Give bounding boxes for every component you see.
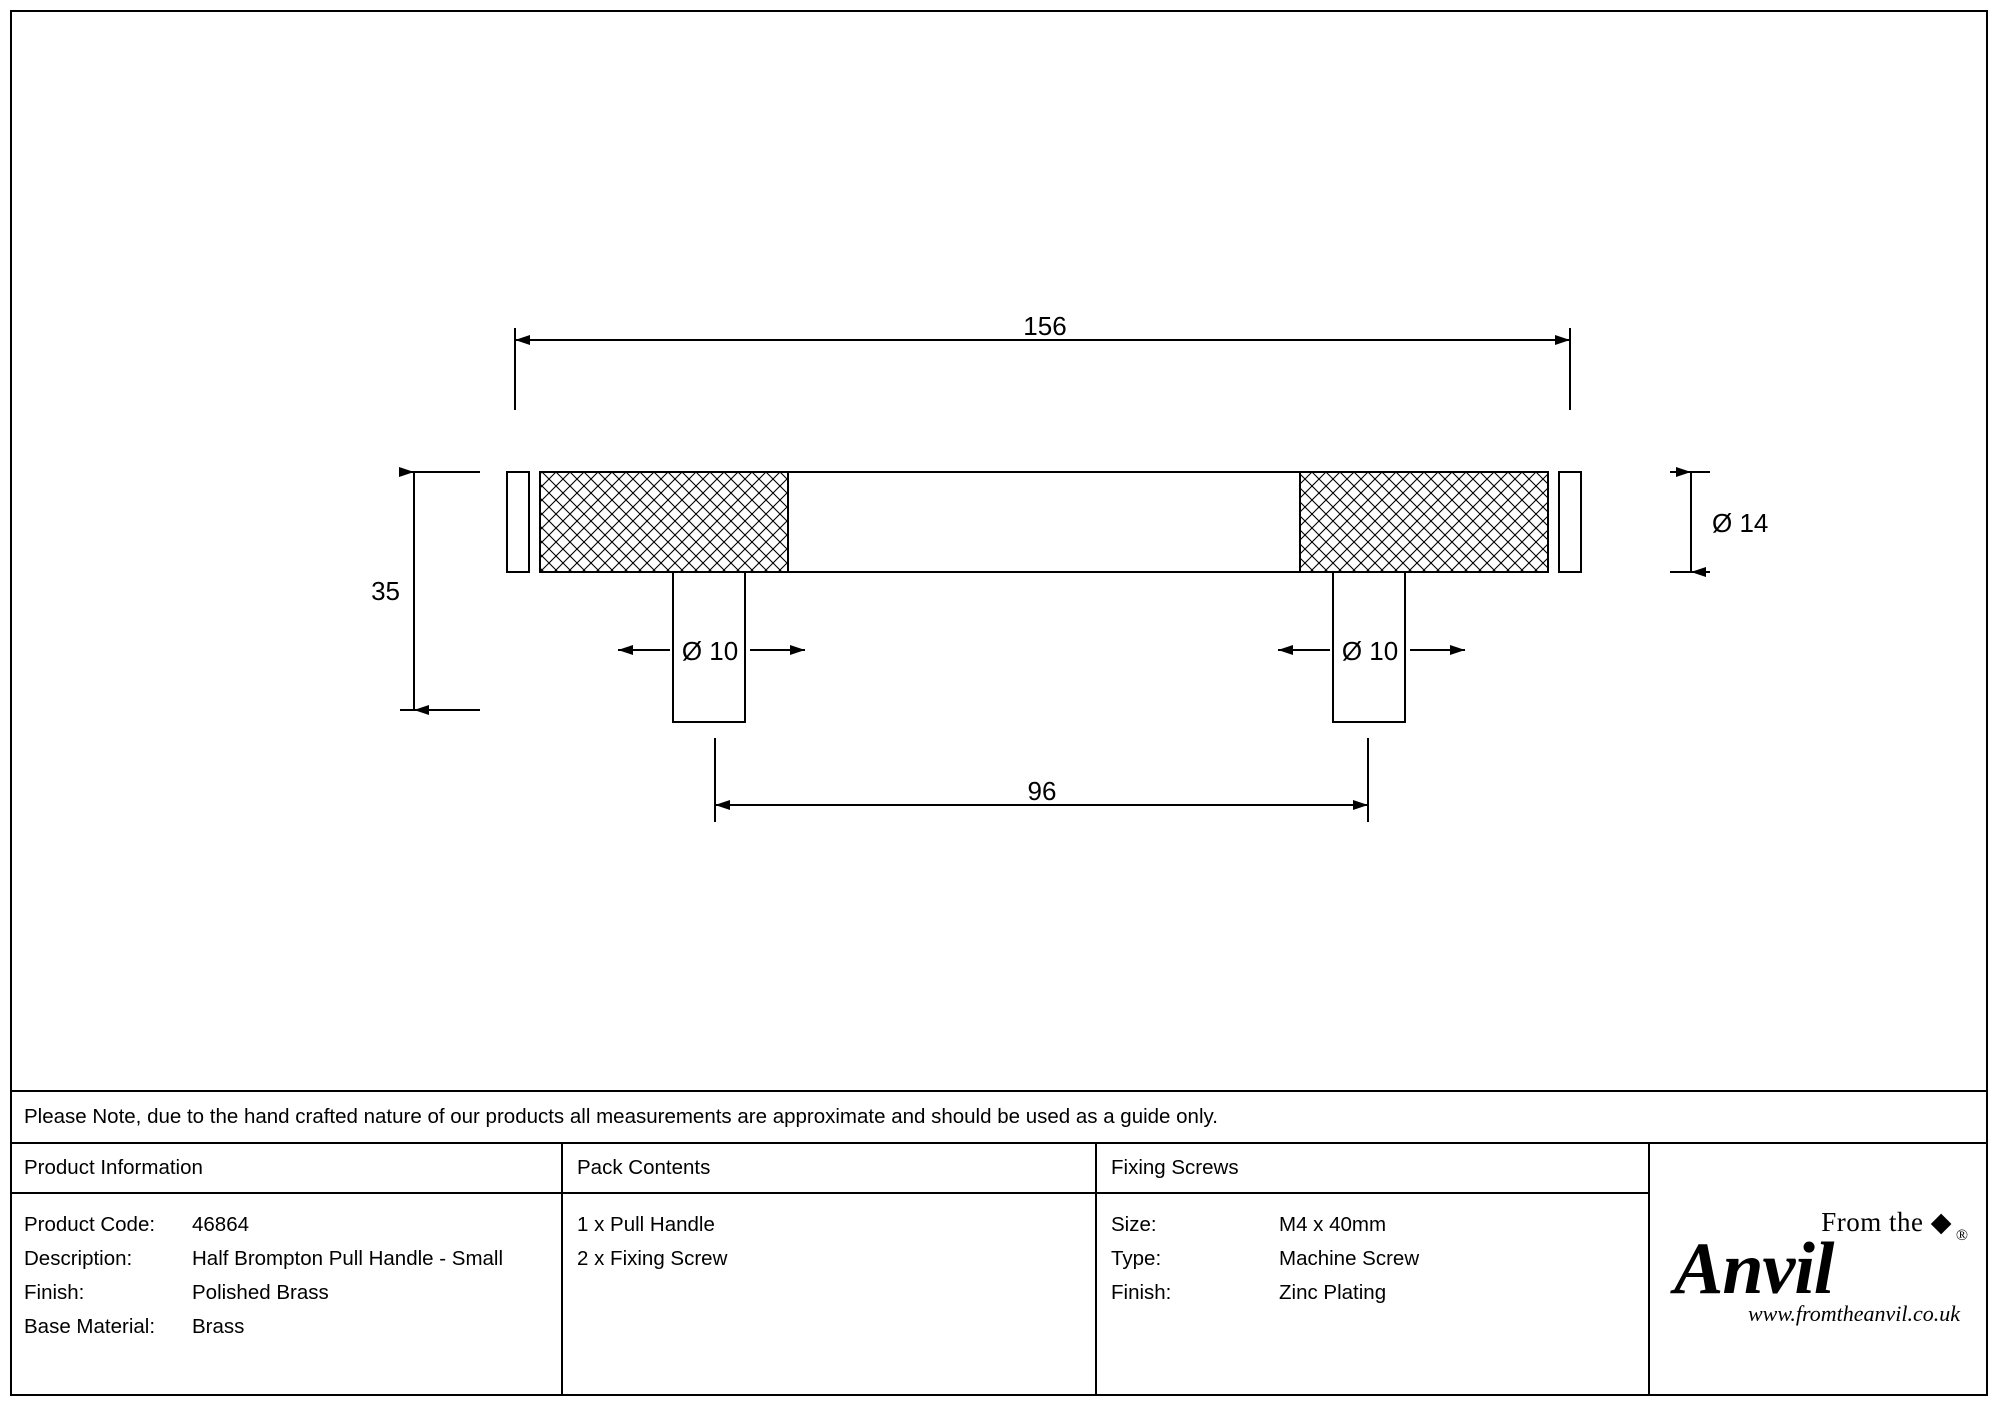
base-material-value: Brass xyxy=(192,1315,245,1338)
panel-brand-logo xyxy=(1650,1144,1986,1396)
finish-label: Finish: xyxy=(24,1281,85,1304)
product-code-label: Product Code: xyxy=(24,1213,156,1236)
base-material-label: Base Material: xyxy=(24,1315,156,1338)
finish-row xyxy=(24,1276,561,1310)
base-material-row xyxy=(24,1310,561,1344)
registered-trademark-icon: ® xyxy=(1955,1227,1968,1244)
panel-product-information-heading: Product Information xyxy=(10,1144,561,1194)
description-row xyxy=(24,1242,561,1276)
screw-type-label: Type: xyxy=(1111,1247,1162,1270)
pack-contents-item: 1 x Pull Handle xyxy=(577,1213,715,1236)
screw-finish-row xyxy=(1111,1276,1648,1310)
dim-label-left-stem-diameter: Ø 10 xyxy=(681,636,739,666)
dim-label-bar-diameter: Ø 14 xyxy=(1712,508,1769,538)
panel-pack-contents-body xyxy=(563,1194,1095,1276)
handle-left-end-cap xyxy=(507,472,529,572)
screw-type-value: Machine Screw xyxy=(1279,1247,1420,1270)
panel-pack-contents-heading: Pack Contents xyxy=(563,1144,1095,1194)
logo-website-url: www.fromtheanvil.co.uk xyxy=(1747,1301,1960,1326)
panel-fixing-screws-heading: Fixing Screws xyxy=(1097,1144,1648,1194)
panel-product-information xyxy=(10,1144,563,1396)
logo-top-text xyxy=(1821,1207,1952,1238)
screw-size-label: Size: xyxy=(1111,1213,1157,1236)
panel-fixing-screws xyxy=(1097,1144,1650,1396)
screw-finish-label: Finish: xyxy=(1111,1281,1172,1304)
handle-right-knurl xyxy=(1300,472,1548,572)
product-code-row xyxy=(24,1208,561,1242)
handle-left-knurl xyxy=(540,472,788,572)
product-code-value: 46864 xyxy=(192,1213,250,1236)
screw-type-row xyxy=(1111,1242,1648,1276)
logo-wordmark: Anvil xyxy=(1674,1228,1834,1310)
drawing-area xyxy=(10,10,1988,1090)
panel-pack-contents xyxy=(563,1144,1097,1396)
dim-label-overall-length: 156 xyxy=(1023,311,1067,341)
screw-finish-value: Zinc Plating xyxy=(1279,1281,1387,1304)
information-block xyxy=(10,1090,1988,1396)
handle-drawing-svg xyxy=(10,10,1988,1090)
finish-value: Polished Brass xyxy=(192,1281,329,1304)
pack-contents-item: 2 x Fixing Screw xyxy=(577,1247,728,1270)
info-columns xyxy=(10,1144,1988,1396)
approximate-measurements-note: Please Note, due to the hand crafted nature of our products all measurements are approximate and should be used as a guide only. xyxy=(10,1092,1988,1144)
brand-logo xyxy=(1650,1144,1986,1396)
handle-centre-bar xyxy=(788,472,1300,572)
panel-product-information-body xyxy=(10,1194,561,1344)
handle-right-end-cap xyxy=(1559,472,1581,572)
diamond-icon: ◆ xyxy=(1930,1207,1952,1237)
logo-from-the-text: From the xyxy=(1821,1207,1924,1237)
dim-label-projection: 35 xyxy=(371,576,400,606)
screw-size-row xyxy=(1111,1208,1648,1242)
panel-fixing-screws-body xyxy=(1097,1194,1648,1310)
dim-label-right-stem-diameter: Ø 10 xyxy=(1341,636,1399,666)
dim-label-centres: 96 xyxy=(1027,776,1057,806)
description-value: Half Brompton Pull Handle - Small xyxy=(192,1247,504,1270)
description-label: Description: xyxy=(24,1247,133,1270)
screw-size-value: M4 x 40mm xyxy=(1279,1213,1387,1236)
